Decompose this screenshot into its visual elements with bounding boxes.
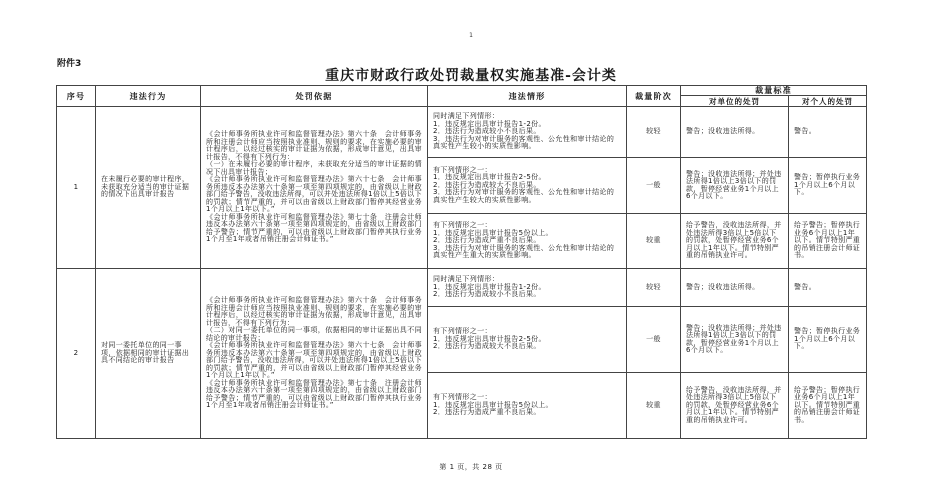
row-2-violation-cell: 对同一委托单位的同一事项，依据相同的审计证据出具不同结论的审计报告 [96,269,201,439]
header-individual-penalty: 对个人的处罚 [789,96,867,107]
header-index: 序号 [57,86,96,107]
attachment-label: 附件3 [57,59,82,69]
row-2-index-cell: 2 [57,269,96,439]
page-footer: 第 1 页，共 28 页 [439,463,503,471]
row-1-level-3-unit-penalty-cell: 给予警告，没收违法所得，并处违法所得3倍以上5倍以下的罚款，处暂停经营业务6个月以上1年以下。情节特别严重的吊销执业许可。 [681,214,789,269]
row-1-level-1-individual-penalty-cell: 警告。 [789,107,867,158]
row-2-penalty-basis-cell: 《会计师事务所执业许可和监督管理办法》第六十条 会计师事务所和注册会计师应当按照执业准则、规则的要求，在实施必要的审计程序后，以经过核实的审计证据为依据，形成审计意见，出具审计报告，不得有下列行为： （二）对同一委托单位的同一事项，依据相同的审计证据出具不同结论的审计报告； 《会计师事务所执业许可和监督管理办法》第六十七条 会计师事务所违反本办法第六十条第一项至第四项规定的，由省级以上财政部门给予警告，没收违法所得，可以并处违法所得1倍以上5倍以下的罚款；情节严重的，并可以由省级以上财政部门暂停其经营业务1个月以上1年以下。” 《会计师事务所执业许可和监督管理办法》第七十条 注册会计师违反本办法第六十条第一项至第四项规定的，由省级以上财政部门给予警告；情节严重的，可以由省级以上财政部门暂停其执行业务1个月至1年或者吊销注册会计师证书。” [201,269,428,439]
header-discretion-level: 裁量阶次 [627,86,681,107]
row-1-violation-cell: 在未履行必要的审计程序，未获取充分适当的审计证据的情况下出具审计报告 [96,107,201,269]
row-1-level-3-individual-penalty-cell: 给予警告；暂停执行业务6个月以上1年以下。情节特别严重的吊销注册会计师证书。 [789,214,867,269]
header-circumstance: 违法情形 [428,86,627,107]
row-1-level-2-individual-penalty-cell: 警告；暂停执行业务1个月以上6个月以下。 [789,158,867,214]
row-1-level-2-unit-penalty-cell: 警告；没收违法所得；并处违法所得1倍以上3倍以下的罚款，暂停经营业务1个月以上6个月以下。 [681,158,789,214]
row-2-level-1-unit-penalty-cell: 警告；没收违法所得。 [681,269,789,307]
row-1-level-3-discretion-level-cell: 较重 [627,214,681,269]
row-2-level-1-discretion-level-cell: 较轻 [627,269,681,307]
header-row [57,86,867,96]
row-2-level-2-individual-penalty-cell: 警告；暂停执行业务1个月以上6个月以下。 [789,307,867,373]
row-2-level-2-discretion-level-cell: 一般 [627,307,681,373]
row-1-level-1-discretion-level-cell: 较轻 [627,107,681,158]
row-2-level-3-unit-penalty-cell: 给予警告，没收违法所得，并处违法所得3倍以上5倍以下的罚款，处暂停经营业务6个月以上1年以下。情节特别严重的吊销执业许可。 [681,373,789,439]
row-2-level-1-circumstance-cell: 同时满足下列情形： 1．违反规定出具审计报告1-2份。 2．违法行为造成较小不良后果。 [428,269,627,307]
row-1-penalty-basis-cell: 《会计师事务所执业许可和监督管理办法》第六十条 会计师事务所和注册会计师应当按照执业准则、规则的要求，在实施必要的审计程序后，以经过核实的审计证据为依据，形成审计意见，出具审计报告，不得有下列行为： （一）在未履行必要的审计程序，未获取充分适当的审计证据的情况下出具审计报告； 《会计师事务所执业许可和监督管理办法》第六十七条 会计师事务所违反本办法第六十条第一项至第四项规定的，由省级以上财政部门给予警告，没收违法所得，可以并处违法所得1倍以上5倍以下的罚款；情节严重的，并可以由省级以上财政部门暂停其经营业务1个月以上1年以下。” 《会计师事务所执业许可和监督管理办法》第七十条 注册会计师违反本办法第六十条第一项至第四项规定的，由省级以上财政部门给予警告；情节严重的，可以由省级以上财政部门暂停其执行业务1个月至1年或者吊销注册会计师证书。” [201,107,428,269]
row-1-level-2-circumstance-cell: 有下列情形之一： 1．违反规定出具审计报告2-5份。 2．违法行为造成较大不良后果。 3．违法行为对审计服务的客观性、公允性和审计结论的真实性产生较大的实质性影响。 [428,158,627,214]
page-number-top: 1 [469,32,473,39]
row-2-level-3-circumstance-cell: 有下列情形之一： 1．违反规定出具审计报告5份以上。 2．违法行为造成严重不良后果。 [428,373,627,439]
row-2-level-2-circumstance-cell: 有下列情形之一： 1．违反规定出具审计报告2-5份。 2．违法行为造成较大不良后果。 [428,307,627,373]
table-row [57,107,867,158]
header-penalty-basis: 处罚依据 [201,86,428,107]
row-1-level-1-circumstance-cell: 同时满足下列情形： 1．违反规定出具审计报告1-2份。 2．违法行为造成较小不良后果。 3．违法行为对审计服务的客观性、公允性和审计结论的真实性产生较小的实质性影响。 [428,107,627,158]
row-2-level-3-discretion-level-cell: 较重 [627,373,681,439]
header-unit-penalty: 对单位的处罚 [681,96,789,107]
row-2-level-3-individual-penalty-cell: 给予警告；暂停执行业务6个月以上1年以下。情节特别严重的吊销注册会计师证书。 [789,373,867,439]
row-1-level-1-unit-penalty-cell: 警告；没收违法所得。 [681,107,789,158]
row-1-level-3-circumstance-cell: 有下列情形之一： 1．违反规定出具审计报告5份以上。 2．违法行为造成严重不良后果。 3．违法行为对审计服务的客观性、公允性和审计结论的真实性产生重大的实质性影响。 [428,214,627,269]
header-discretion-standard: 裁量标准 [681,86,867,96]
table-row [57,269,867,307]
row-2-level-2-unit-penalty-cell: 警告；没收违法所得；并处违法所得1倍以上3倍以下的罚款，暂停经营业务1个月以上6个月以下。 [681,307,789,373]
header-violation: 违法行为 [96,86,201,107]
document-title: 重庆市财政行政处罚裁量权实施基准-会计类 [325,68,617,84]
row-1-level-2-discretion-level-cell: 一般 [627,158,681,214]
row-2-level-1-individual-penalty-cell: 警告。 [789,269,867,307]
row-1-index-cell: 1 [57,107,96,269]
discretion-standard-table [56,85,867,439]
